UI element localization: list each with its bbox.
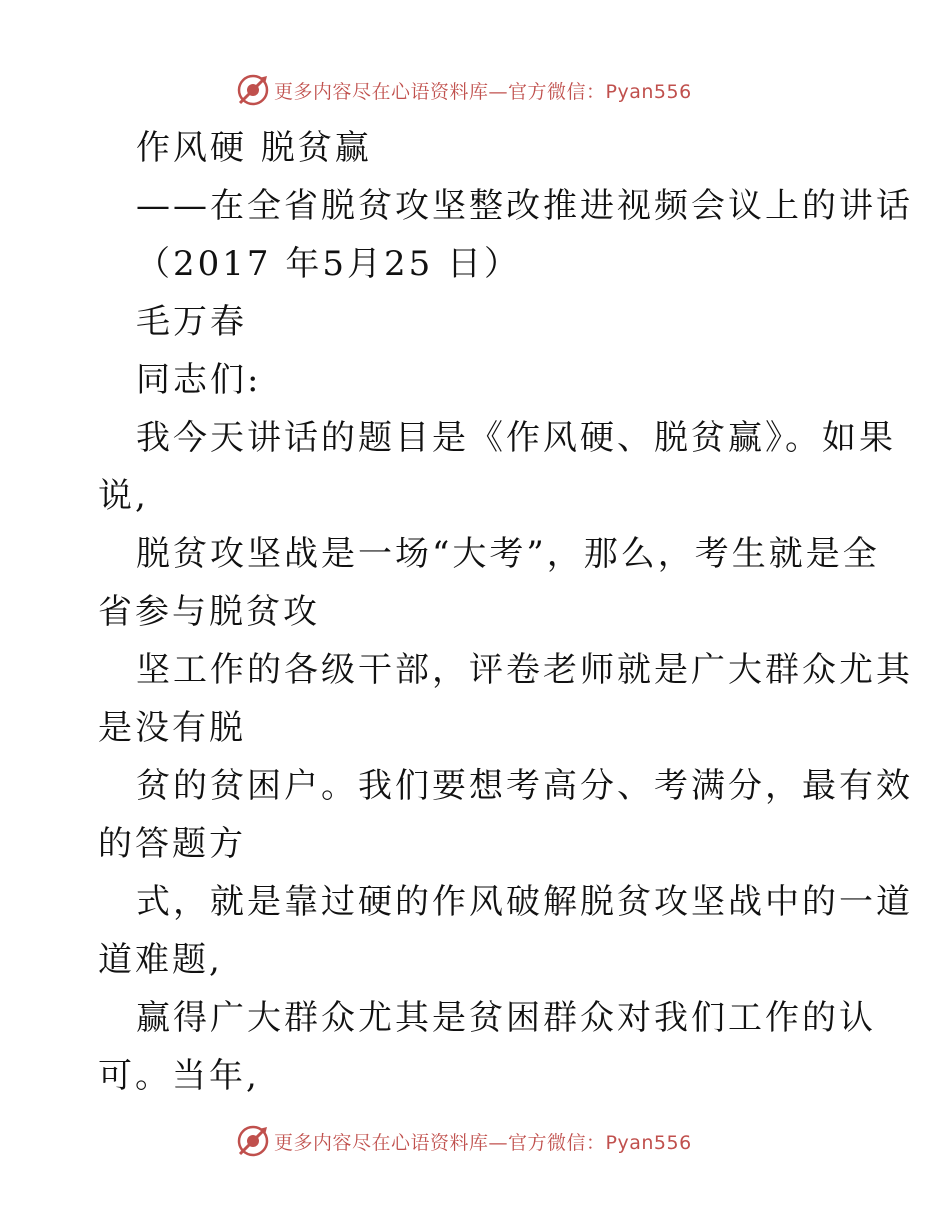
header-banner	[236, 72, 692, 108]
body-line: 说,	[98, 476, 149, 516]
wechat-id: Pyan556	[605, 80, 692, 103]
body-line: 的答题方	[98, 824, 246, 864]
body-line: 可。当年,	[98, 1056, 260, 1096]
body-line: 是没有脱	[98, 708, 246, 748]
body-line: 道难题,	[98, 940, 223, 980]
pen-logo-icon	[236, 1124, 270, 1158]
footer-banner	[236, 1123, 692, 1159]
banner-text: 更多内容尽在心语资料库—官方微信：Pyan556	[274, 80, 692, 103]
subtitle-line: ——在全省脱贫攻坚整改推进视频会议上的讲话	[136, 186, 913, 226]
pen-logo-icon	[236, 73, 270, 107]
author-line: 毛万春	[136, 302, 247, 342]
body-line: 省参与脱贫攻	[98, 592, 320, 632]
salutation-line: 同志们:	[136, 360, 262, 400]
title-line: 作风硬 脱贫赢	[136, 128, 372, 168]
wechat-id: Pyan556	[605, 1131, 692, 1154]
body-line: 贫的贫困户。我们要想考高分、考满分，最有效	[136, 766, 913, 806]
body-line: 我今天讲话的题目是《作风硬、脱贫赢》。如果	[136, 418, 896, 458]
banner-text: 更多内容尽在心语资料库—官方微信：Pyan556	[274, 1131, 692, 1154]
body-line: 式，就是靠过硬的作风破解脱贫攻坚战中的一道	[136, 882, 913, 922]
body-line: 脱贫攻坚战是一场“大考”，那么，考生就是全	[136, 534, 880, 574]
body-line: 赢得广大群众尤其是贫困群众对我们工作的认	[136, 998, 876, 1038]
body-line: 坚工作的各级干部，评卷老师就是广大群众尤其	[136, 650, 913, 690]
date-line: （2017 年5月25 日）	[136, 244, 522, 284]
